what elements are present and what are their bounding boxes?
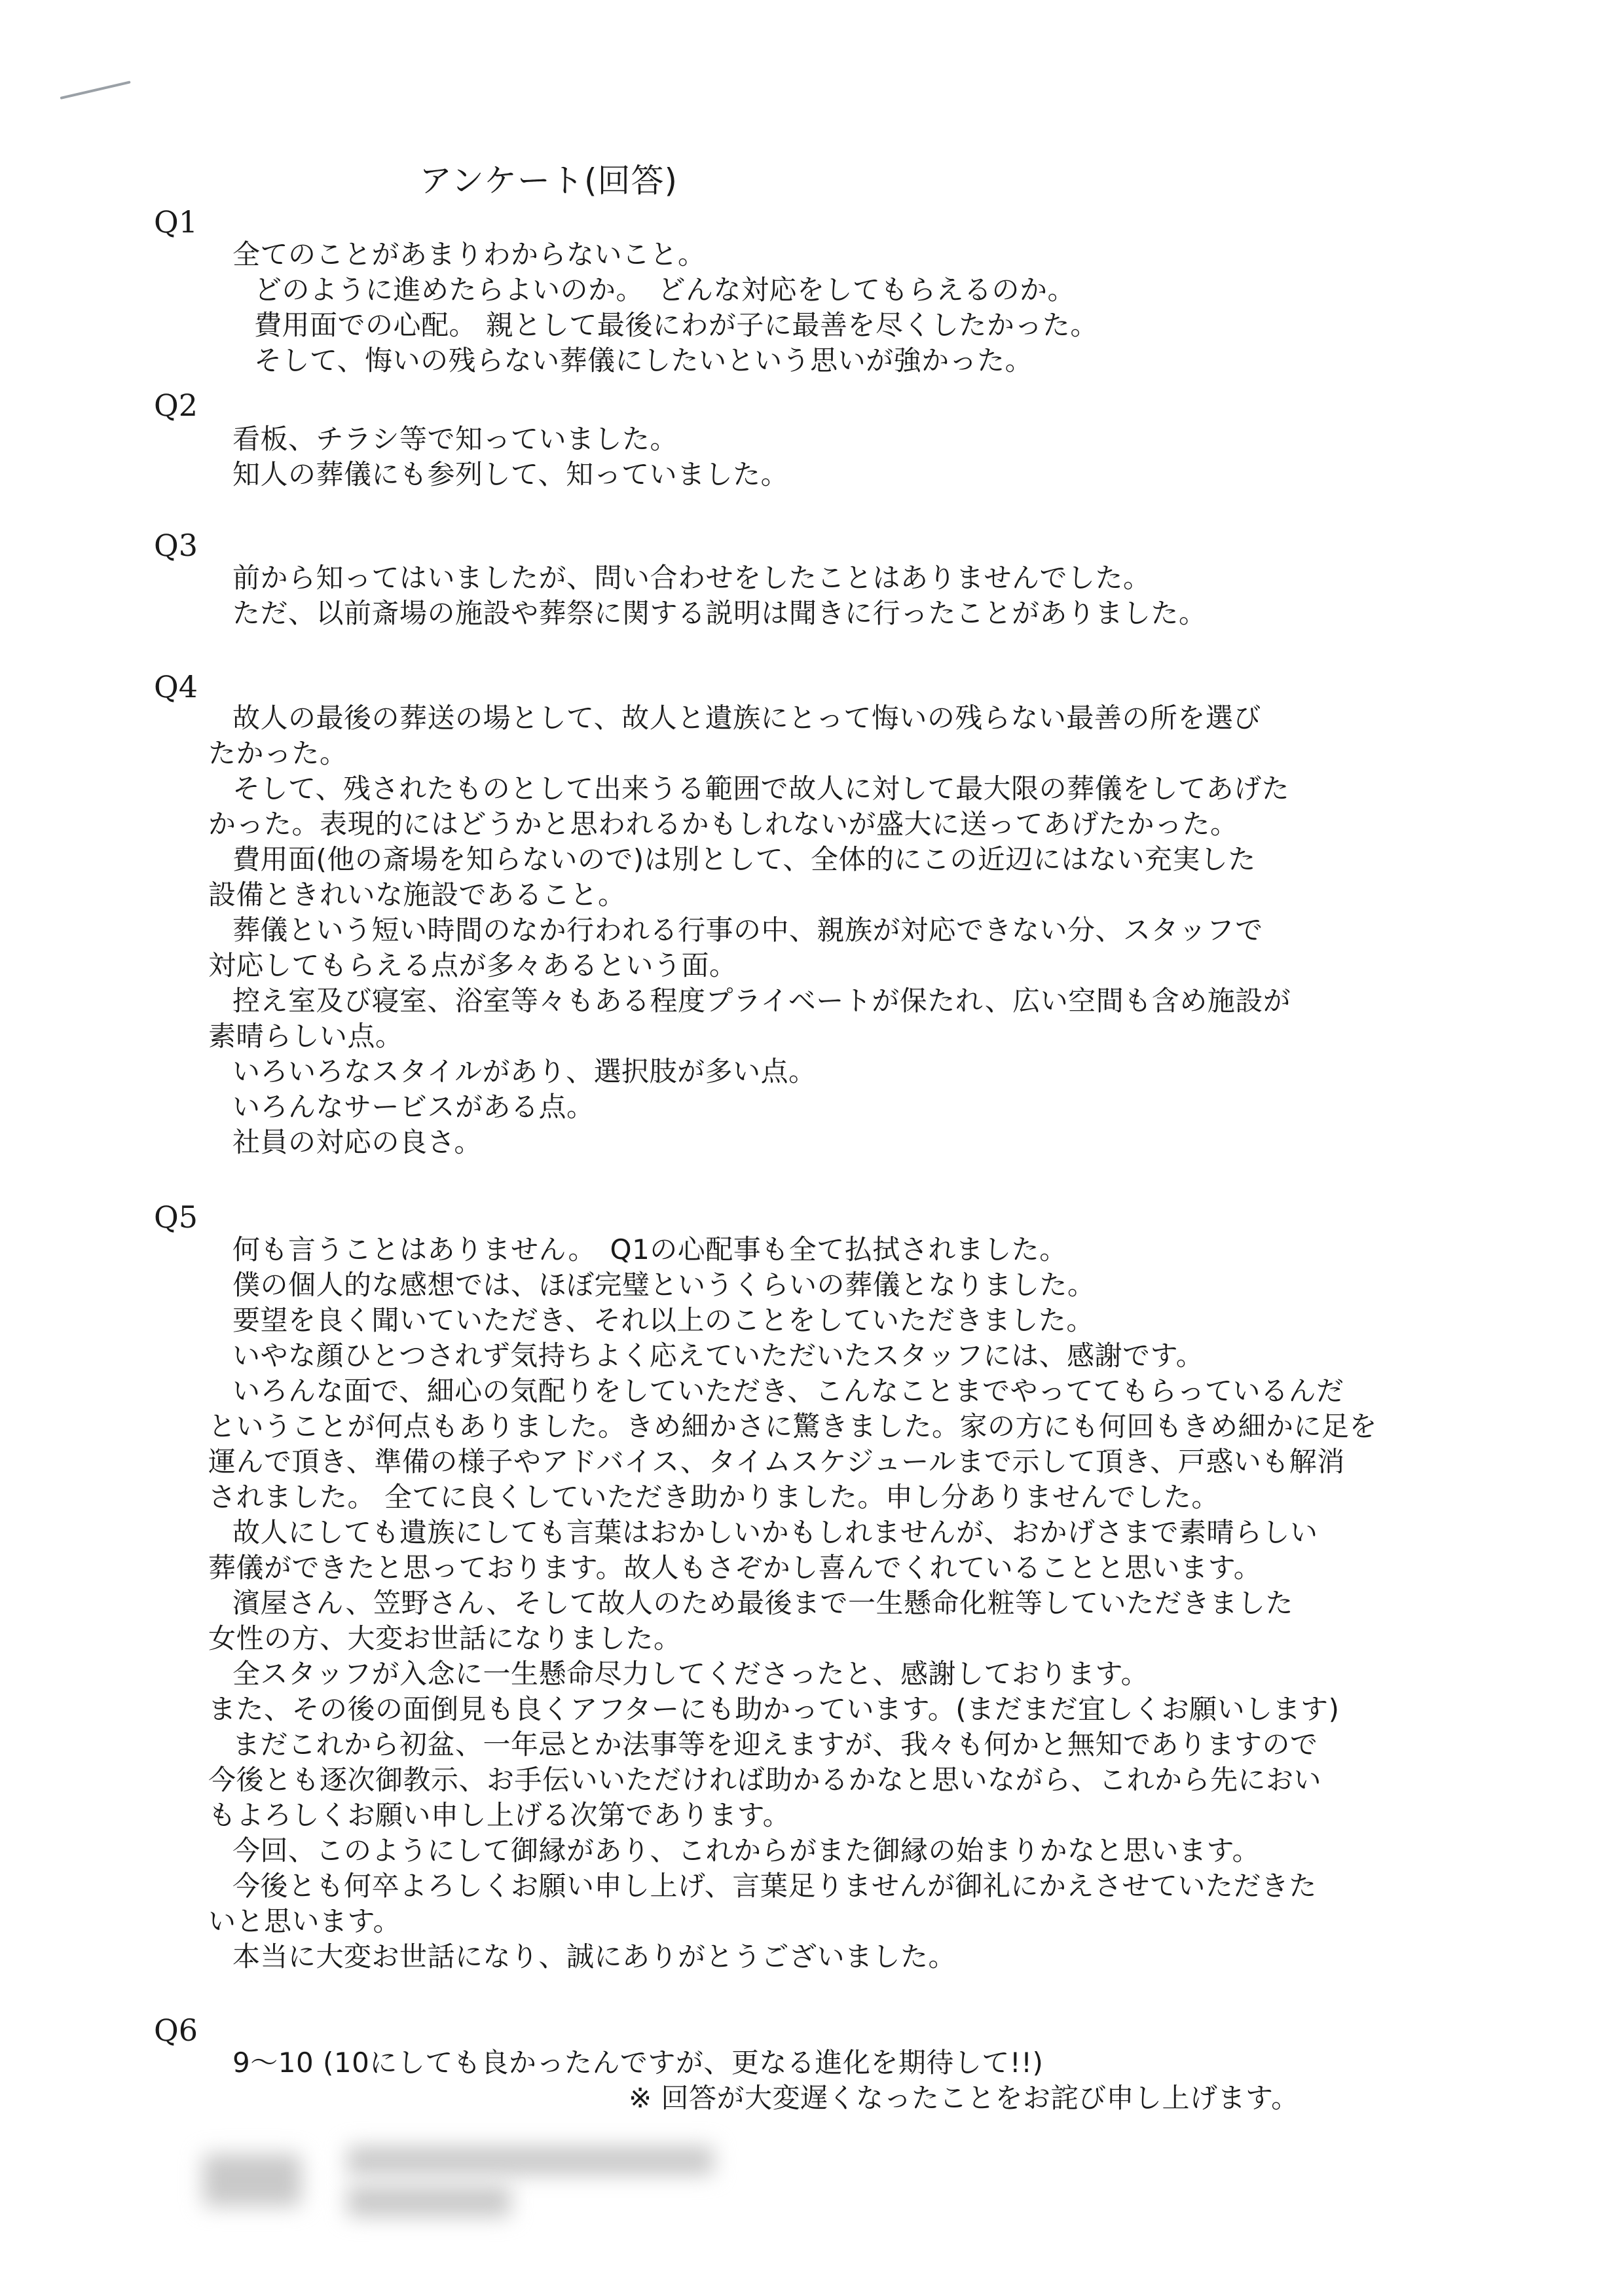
redacted-address bbox=[347, 2185, 511, 2217]
answer-line: 故人にしても遺族にしても言葉はおかしいかもしれませんが、おかげさまで素晴らしい bbox=[232, 1516, 1318, 1548]
answer-line: ただ、以前斎場の施設や葬祭に関する説明は聞きに行ったことがありました。 bbox=[232, 597, 1207, 629]
answer-line: もよろしくお願い申し上げる次第であります。 bbox=[208, 1799, 791, 1831]
answer-line: また、その後の面倒見も良くアフターにも助かっています。(まだまだ宜しくお願いします) bbox=[208, 1693, 1340, 1725]
answer-line: 設備ときれいな施設であること。 bbox=[208, 879, 626, 911]
answer-line: 看板、チラシ等で知っていました。 bbox=[232, 423, 678, 455]
redacted-name bbox=[347, 2146, 714, 2175]
answer-line: 今後とも逐次御教示、お手伝いいただければ助かるかなと思いながら、これから先におい bbox=[208, 1764, 1322, 1796]
answer-line: いと思います。 bbox=[208, 1905, 401, 1937]
answer-line: いやな顔ひとつされず気持ちよく応えていただいたスタッフには、感謝です。 bbox=[232, 1339, 1204, 1372]
answer-line: たかった。 bbox=[208, 737, 348, 769]
answer-line: 前から知ってはいましたが、問い合わせをしたことはありませんでした。 bbox=[232, 562, 1151, 594]
question-label-q2: Q2 bbox=[154, 388, 198, 423]
answer-line: 素晴らしい点。 bbox=[208, 1020, 403, 1052]
answer-line: どのように進めたらよいのか。 どんな対応をしてもらえるのか。 bbox=[254, 274, 1076, 306]
answer-line: かった。表現的にはどうかと思われるかもしれないが盛大に送ってあげたかった。 bbox=[208, 808, 1238, 840]
question-label-q5: Q5 bbox=[154, 1199, 198, 1235]
answer-line: そして、悔いの残らない葬儀にしたいという思いが強かった。 bbox=[254, 344, 1033, 376]
answer-line: ということが何点もありました。きめ細かさに驚きました。家の方にも何回もきめ細かに足を bbox=[208, 1410, 1378, 1442]
answer-line: 費用面(他の斎場を知らないので)は別として、全体的にこの近辺にはない充実した bbox=[232, 843, 1256, 875]
page-title: アンケート(回答) bbox=[419, 162, 678, 200]
answer-line: されました。 全てに良くしていただき助かりました。申し分ありませんでした。 bbox=[208, 1481, 1219, 1513]
answer-line: 運んで頂き、準備の様子やアドバイス、タイムスケジュールまで示して頂き、戸惑いも解消 bbox=[208, 1446, 1345, 1478]
answer-line: 知人の葬儀にも参列して、知っていました。 bbox=[232, 458, 789, 490]
answer-line: 費用面での心配。 親として最後にわが子に最善を尽くしたかった。 bbox=[254, 309, 1098, 341]
question-label-q3: Q3 bbox=[154, 528, 198, 563]
answer-line: いろんな面で、細心の気配りをしていただき、こんなことまでやっててもらっているんだ bbox=[232, 1375, 1344, 1407]
answer-line: 今回、このようにして御縁があり、これからがまた御縁の始まりかなと思います。 bbox=[232, 1834, 1261, 1867]
answer-line: 全スタッフが入念に一生懸命尽力してくださったと、感謝しております。 bbox=[232, 1658, 1149, 1690]
answer-line: そして、残されたものとして出来うる範囲で故人に対して最大限の葬儀をしてあげた bbox=[232, 773, 1290, 805]
answer-line: いろいろなスタイルがあり、選択肢が多い点。 bbox=[232, 1055, 817, 1087]
answer-line: 女性の方、大変お世話になりました。 bbox=[208, 1622, 682, 1654]
question-label-q6: Q6 bbox=[154, 2013, 198, 2048]
redacted-signature-mark bbox=[203, 2154, 301, 2206]
answer-line: 故人の最後の葬送の場として、故人と遺族にとって悔いの残らない最善の所を選び bbox=[232, 702, 1261, 734]
answer-line: 今後とも何卒よろしくお願い申し上げ、言葉足りませんが御礼にかえさせていただきた bbox=[232, 1870, 1317, 1902]
answer-line: 葬儀という短い時間のなか行われる行事の中、親族が対応できない分、スタッフで bbox=[232, 914, 1263, 946]
answer-line: まだこれから初盆、一年忌とか法事等を迎えますが、我々も何かと無知でありますので bbox=[232, 1728, 1318, 1760]
answer-line: 全てのことがあまりわからないこと。 bbox=[232, 238, 706, 270]
answer-line: 僕の個人的な感想では、ほぼ完璧というくらいの葬儀となりました。 bbox=[232, 1269, 1096, 1301]
answer-line: 控え室及び寝室、浴室等々もある程度プライベートが保たれ、広い空間も含め施設が bbox=[232, 985, 1291, 1017]
answer-line: 濱屋さん、笠野さん、そして故人のため最後まで一生懸命化粧等していただきました bbox=[232, 1587, 1294, 1619]
answer-line: 何も言うことはありません。 Q1の心配事も全て払拭されました。 bbox=[232, 1233, 1067, 1266]
answer-line: 社員の対応の良さ。 bbox=[232, 1126, 482, 1158]
apology-note: ※ 回答が大変遅くなったことをお詫び申し上げます。 bbox=[629, 2082, 1299, 2114]
scan-mark bbox=[60, 81, 131, 100]
question-label-q4: Q4 bbox=[154, 669, 198, 704]
answer-line: いろんなサービスがある点。 bbox=[232, 1091, 595, 1123]
answer-line: 本当に大変お世話になり、誠にありがとうございました。 bbox=[232, 1941, 957, 1973]
answer-line: 対応してもらえる点が多々あるという面。 bbox=[208, 949, 737, 981]
question-label-q1: Q1 bbox=[154, 204, 198, 240]
answer-line: 葬儀ができたと思っております。故人もさぞかし喜んでくれていることと思います。 bbox=[208, 1552, 1262, 1584]
answer-line: 9～10 (10にしても良かったんですが、更なる進化を期待して!!) bbox=[232, 2047, 1044, 2079]
answer-line: 要望を良く聞いていただき、それ以上のことをしていただきました。 bbox=[232, 1304, 1094, 1336]
